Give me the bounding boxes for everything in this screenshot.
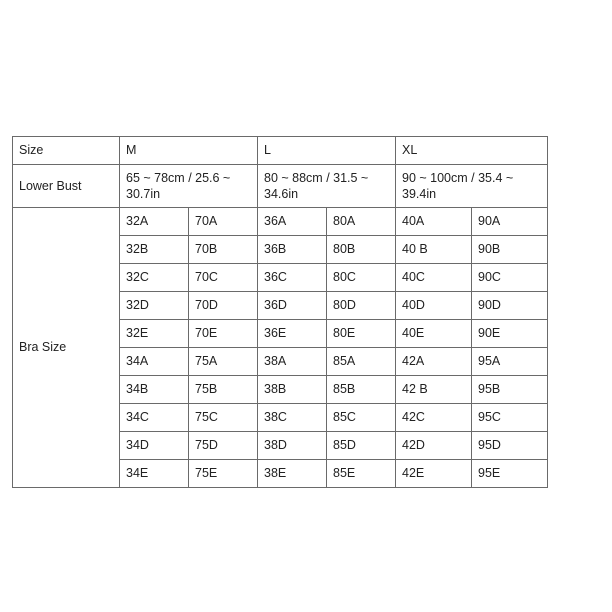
bra-size-cell: 38A <box>258 348 327 376</box>
bra-size-cell: 36D <box>258 292 327 320</box>
bra-size-cell: 34B <box>120 376 189 404</box>
bra-size-cell: 85C <box>327 404 396 432</box>
bra-size-cell: 32B <box>120 236 189 264</box>
size-l: L <box>258 137 396 165</box>
bra-size-cell: 90B <box>472 236 548 264</box>
bra-size-cell: 95C <box>472 404 548 432</box>
bra-size-cell: 95D <box>472 432 548 460</box>
bra-size-cell: 75C <box>189 404 258 432</box>
bra-size-cell: 70B <box>189 236 258 264</box>
table-row <box>13 208 548 236</box>
bra-size-cell: 32E <box>120 320 189 348</box>
bra-size-cell: 70E <box>189 320 258 348</box>
bra-size-cell: 36E <box>258 320 327 348</box>
lower-bust-l: 80 ~ 88cm / 31.5 ~ 34.6in <box>258 165 396 208</box>
bra-size-cell: 85D <box>327 432 396 460</box>
bra-size-cell: 36C <box>258 264 327 292</box>
bra-size-cell: 85B <box>327 376 396 404</box>
bra-size-cell: 40E <box>396 320 472 348</box>
bra-size-cell: 80E <box>327 320 396 348</box>
size-label: Size <box>13 137 120 165</box>
bra-size-cell: 38D <box>258 432 327 460</box>
bra-size-cell: 42D <box>396 432 472 460</box>
bra-size-cell: 90E <box>472 320 548 348</box>
bra-size-cell: 42C <box>396 404 472 432</box>
bra-size-cell: 34A <box>120 348 189 376</box>
bra-size-cell: 34D <box>120 432 189 460</box>
bra-size-cell: 42E <box>396 460 472 488</box>
size-chart-table <box>12 136 548 488</box>
bra-size-label: Bra Size <box>13 208 120 488</box>
lower-bust-m: 65 ~ 78cm / 25.6 ~ 30.7in <box>120 165 258 208</box>
bra-size-cell: 90C <box>472 264 548 292</box>
bra-size-cell: 70C <box>189 264 258 292</box>
size-xl: XL <box>396 137 548 165</box>
lower-bust-xl: 90 ~ 100cm / 35.4 ~ 39.4in <box>396 165 548 208</box>
lower-bust-row <box>13 165 548 208</box>
bra-size-cell: 32A <box>120 208 189 236</box>
bra-size-cell: 85E <box>327 460 396 488</box>
bra-size-cell: 80D <box>327 292 396 320</box>
bra-size-cell: 40A <box>396 208 472 236</box>
bra-size-cell: 36A <box>258 208 327 236</box>
bra-size-cell: 42A <box>396 348 472 376</box>
bra-size-cell: 75D <box>189 432 258 460</box>
bra-size-cell: 40D <box>396 292 472 320</box>
bra-size-cell: 42 B <box>396 376 472 404</box>
bra-size-cell: 80B <box>327 236 396 264</box>
bra-size-cell: 38B <box>258 376 327 404</box>
bra-size-cell: 90D <box>472 292 548 320</box>
lower-bust-label: Lower Bust <box>13 165 120 208</box>
bra-size-cell: 85A <box>327 348 396 376</box>
size-m: M <box>120 137 258 165</box>
bra-size-cell: 38C <box>258 404 327 432</box>
bra-size-cell: 90A <box>472 208 548 236</box>
bra-size-cell: 34E <box>120 460 189 488</box>
bra-size-cell: 38E <box>258 460 327 488</box>
bra-size-cell: 40C <box>396 264 472 292</box>
bra-size-cell: 80A <box>327 208 396 236</box>
bra-size-cell: 80C <box>327 264 396 292</box>
size-header-row <box>13 137 548 165</box>
bra-size-cell: 95E <box>472 460 548 488</box>
bra-size-cell: 34C <box>120 404 189 432</box>
bra-size-cell: 70A <box>189 208 258 236</box>
bra-size-cell: 40 B <box>396 236 472 264</box>
bra-size-cell: 95A <box>472 348 548 376</box>
bra-size-cell: 75E <box>189 460 258 488</box>
bra-size-cell: 32C <box>120 264 189 292</box>
bra-size-cell: 36B <box>258 236 327 264</box>
bra-size-cell: 75B <box>189 376 258 404</box>
bra-size-cell: 70D <box>189 292 258 320</box>
bra-size-cell: 75A <box>189 348 258 376</box>
bra-size-cell: 32D <box>120 292 189 320</box>
size-chart <box>12 136 548 488</box>
bra-size-cell: 95B <box>472 376 548 404</box>
